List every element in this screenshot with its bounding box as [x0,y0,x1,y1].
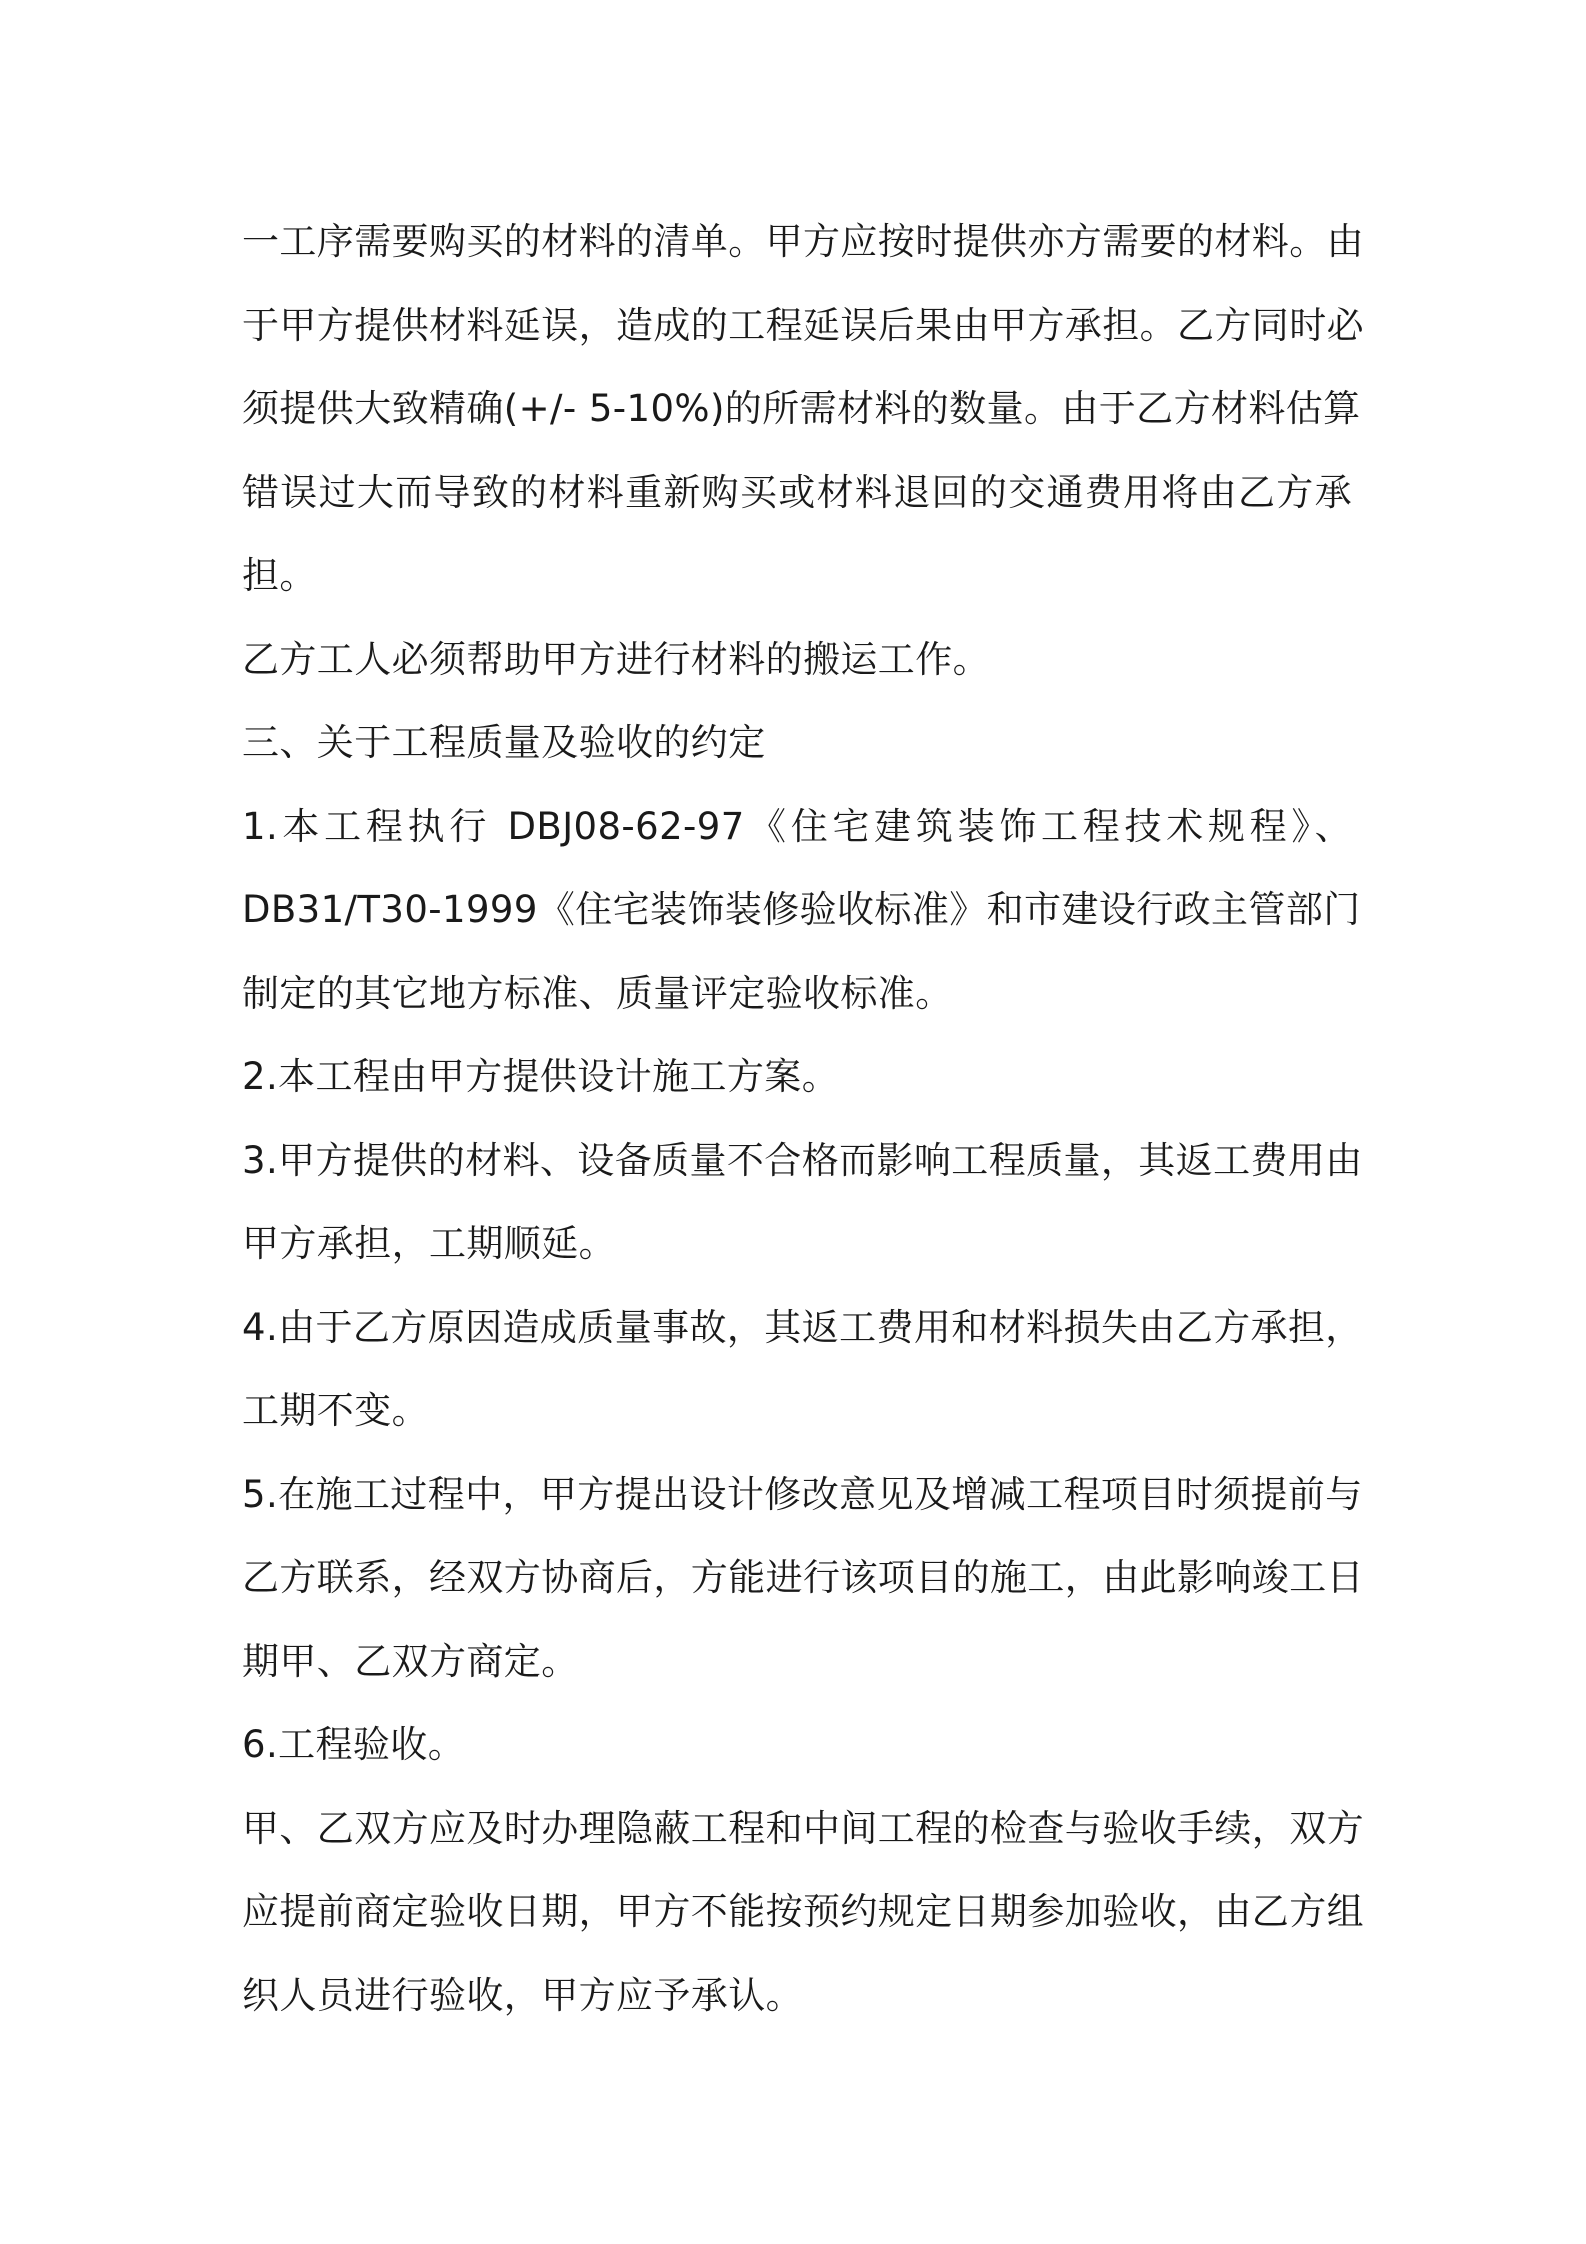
clause-2 [242,1035,1352,1119]
text-line: 一工序需要购买的材料的清单。甲方应按时提供亦方需要的材料。由 [242,220,1364,263]
text-line: 乙方工人必须帮助甲方进行材料的搬运工作。 [242,637,990,681]
paragraph-materials-list [242,200,1364,618]
section-heading [242,701,1352,785]
text-line: 须提供大致精确(+/- 5-10%)的所需材料的数量。由于乙方材料估算 [242,387,1361,430]
text-line: 甲、乙双方应及时办理隐蔽工程和中间工程的检查与验收手续，双方 [242,1806,1364,1850]
clause-5 [242,1453,1364,1704]
clause-1 [242,785,1361,1036]
text-line: 甲方承担，工期顺延。 [242,1222,616,1265]
paragraph-acceptance-procedure [242,1787,1364,2038]
text-line: 2.本工程由甲方提供设计施工方案。 [242,1055,840,1098]
text-line: 工期不变。 [242,1389,429,1432]
paragraph-workers-help [242,618,1352,702]
clause-6 [242,1703,1352,1787]
text-line: 乙方联系，经双方协商后，方能进行该项目的施工，由此影响竣工日 [242,1556,1364,1599]
text-line: 5.在施工过程中，甲方提出设计修改意见及增减工程项目时须提前与 [242,1472,1363,1516]
document-body [242,200,1364,2037]
text-line: 3.甲方提供的材料、设备质量不合格而影响工程质量，其返工费用由 [242,1138,1363,1182]
clause-4 [242,1286,1363,1453]
text-line: 6.工程验收。 [242,1723,466,1766]
text-line: 期甲、乙双方商定。 [242,1639,579,1683]
text-line: DB31/T30-1999《住宅装饰装修验收标准》和市建设行政主管部门 [242,888,1361,931]
text-line: 应提前商定验收日期，甲方不能按预约规定日期参加验收，由乙方组 [242,1890,1364,1933]
text-line: 4.由于乙方原因造成质量事故，其返工费用和材料损失由乙方承担， [242,1305,1363,1349]
text-line: 织人员进行验收，甲方应予承认。 [242,1973,803,2017]
text-line: 1.本工程执行 DBJ08-62-97《住宅建筑装饰工程技术规程》、 [242,804,1352,848]
text-line: 担。 [242,554,317,597]
text-line: 错误过大而导致的材料重新购买或材料退回的交通费用将由乙方承 [242,470,1352,514]
text-line: 于甲方提供材料延误，造成的工程延误后果由甲方承担。乙方同时必 [242,303,1364,347]
text-line: 制定的其它地方标准、质量评定验收标准。 [242,971,953,1015]
clause-3 [242,1119,1363,1286]
text-line: 三、关于工程质量及验收的约定 [242,721,766,764]
